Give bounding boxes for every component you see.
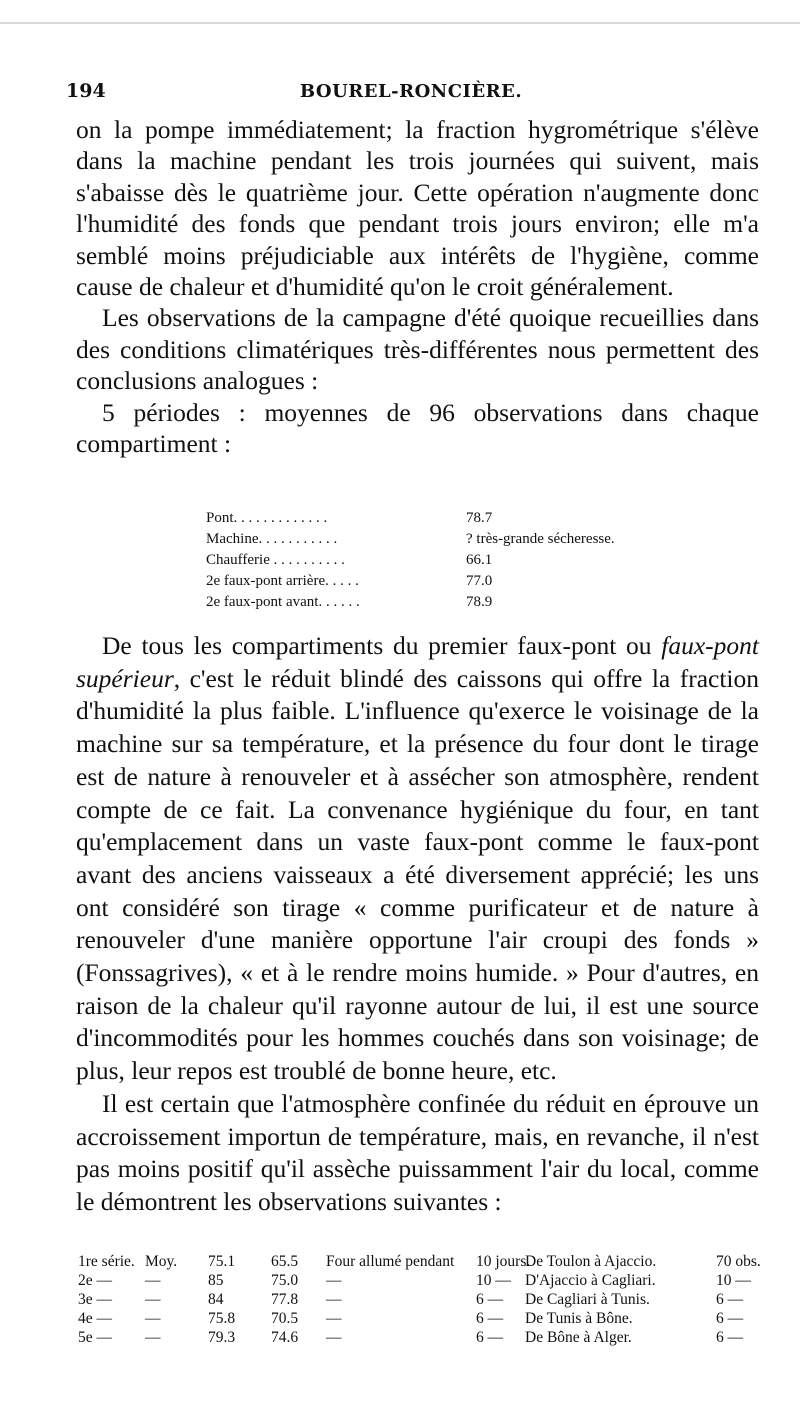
moy-cell: — — [145, 1310, 161, 1327]
moy-cell: — — [145, 1291, 161, 1308]
route-cell: De Bône à Alger. — [525, 1329, 632, 1346]
value-after-cell: 75.0 — [271, 1272, 299, 1289]
running-head: BOUREL-RONCIÈRE. — [299, 81, 523, 102]
condition-cell: — — [326, 1310, 342, 1327]
condition-cell: — — [326, 1291, 342, 1308]
compartment-label: Machine. . . . . . . . . . . — [206, 531, 338, 547]
moy-cell: Moy. — [145, 1253, 178, 1270]
value-after-cell: 65.5 — [271, 1253, 299, 1270]
days-cell: 6 — — [476, 1329, 504, 1346]
route-cell: De Cagliari à Tunis. — [525, 1291, 650, 1308]
value-after-cell: 77.8 — [271, 1291, 299, 1308]
days-cell: 10 jours. — [476, 1253, 531, 1270]
value-before-cell: 85 — [208, 1272, 224, 1289]
body-text — [76, 114, 759, 459]
paragraph-summer-campaign: Les observations de la campagne d'été quoique recueillies dans des conditions climatériques très-différentes nous permettent des conclusions analogues : — [76, 303, 759, 396]
route-cell: De Toulon à Ajaccio. — [525, 1253, 657, 1270]
table-row — [206, 592, 706, 613]
value-before-cell: 75.8 — [208, 1310, 236, 1327]
compartment-label: 2e faux-pont arrière. . . . . — [206, 573, 359, 589]
humidity-value: 66.1 — [466, 552, 493, 568]
serie-cell: 3e — — [78, 1291, 113, 1308]
table-row — [78, 1252, 768, 1271]
serie-cell: 2e — — [78, 1272, 113, 1289]
humidity-value: 78.9 — [466, 594, 493, 610]
days-cell: 10 — — [476, 1272, 511, 1289]
paragraph-lead: De tous les compartiments du premier faux-pont ou — [102, 631, 662, 660]
obs-count-cell: 70 obs. — [716, 1253, 761, 1270]
value-after-cell: 70.5 — [271, 1310, 299, 1327]
page-header — [66, 80, 756, 106]
oven-observations-table — [78, 1252, 768, 1347]
body-text-continued — [76, 630, 759, 1219]
value-before-cell: 79.3 — [208, 1329, 236, 1346]
condition-cell: Four allumé pendant — [326, 1253, 455, 1270]
table-row — [78, 1290, 768, 1309]
scan-edge-line — [0, 22, 800, 24]
page-number: 194 — [66, 80, 106, 102]
paragraph-observations-intro: Il est certain que l'atmosphère confinée du réduit en éprouve un accroissement importun de température, mais, en revanche, il n'est pas moins positif qu'il assèche puissamment l'air du local, comme le démontrent les observations suivantes : — [76, 1088, 759, 1216]
italic-term: faux-pont supérieur — [76, 631, 759, 693]
moy-cell: — — [145, 1329, 161, 1346]
compartment-label: Chaufferie . . . . . . . . . . — [206, 552, 345, 568]
serie-cell: 5e — — [78, 1329, 113, 1346]
paragraph-faux-pont — [76, 630, 759, 1088]
humidity-value: 78.7 — [466, 510, 493, 526]
table-row — [206, 550, 706, 571]
table-row — [206, 508, 706, 529]
humidity-value: 77.0 — [466, 573, 493, 589]
humidity-value: ? très-grande sécheresse. — [466, 531, 615, 547]
obs-count-cell: 6 — — [716, 1310, 744, 1327]
paragraph-periods: 5 périodes : moyennes de 96 observations dans chaque compartiment : — [76, 397, 759, 459]
moy-cell: — — [145, 1272, 161, 1289]
table-row — [206, 571, 706, 592]
value-before-cell: 75.1 — [208, 1253, 236, 1270]
paragraph-continuation: on la pompe immédiatement; la fraction hygrométrique s'élève dans la machine pendant les trois journées qui suivent, mais s'abaisse dès le quatrième jour. Cette opération n'augmente donc l'humidité des fonds que pendant trois jours environ; elle m'a semblé moins préjudiciable aux intérêts de l'hygiène, comme cause de chaleur et d'humidité qu'on le croit généralement. — [76, 115, 759, 302]
compartment-label: 2e faux-pont avant. . . . . . — [206, 594, 360, 610]
obs-count-cell: 6 — — [716, 1329, 744, 1346]
compartment-label: Pont. . . . . . . . . . . . . — [206, 510, 328, 526]
table-row — [78, 1328, 768, 1347]
value-after-cell: 74.6 — [271, 1329, 299, 1346]
obs-count-cell: 10 — — [716, 1272, 751, 1289]
days-cell: 6 — — [476, 1291, 504, 1308]
serie-cell: 1re série. — [78, 1253, 135, 1270]
table-row — [78, 1309, 768, 1328]
compartment-humidity-table — [206, 508, 706, 613]
table-row — [206, 529, 706, 550]
value-before-cell: 84 — [208, 1291, 224, 1308]
obs-count-cell: 6 — — [716, 1291, 744, 1308]
route-cell: D'Ajaccio à Cagliari. — [525, 1272, 656, 1289]
condition-cell: — — [326, 1329, 342, 1346]
paragraph-rest: , c'est le réduit blindé des caissons qui offre la fraction d'humidité la plus faible. L'influence qu'exerce le voisinage de la machine sur sa température, et la présence du four dont le tirage est de nature à renouveler et à assécher son atmosphère, rendent compte de ce fait. La convenance hygiénique du four, en tant qu'emplacement dans un vaste faux-pont comme le faux-pont avant des anciens vaisseaux a été diversement apprécié; les uns ont considéré son tirage « comme purificateur et de nature à renouveler d'une manière opportune l'air croupi des fonds » (Fonssagrives), « et à le rendre moins humide. » Pour d'autres, en raison de la chaleur qu'il rayonne autour de lui, il est une source d'incommodités pour les hommes couchés dans son voisinage; de plus, leur repos est troublé de bonne heure, etc. — [76, 663, 759, 1086]
serie-cell: 4e — — [78, 1310, 113, 1327]
route-cell: De Tunis à Bône. — [525, 1310, 633, 1327]
days-cell: 6 — — [476, 1310, 504, 1327]
condition-cell: — — [326, 1272, 342, 1289]
table-row — [78, 1271, 768, 1290]
